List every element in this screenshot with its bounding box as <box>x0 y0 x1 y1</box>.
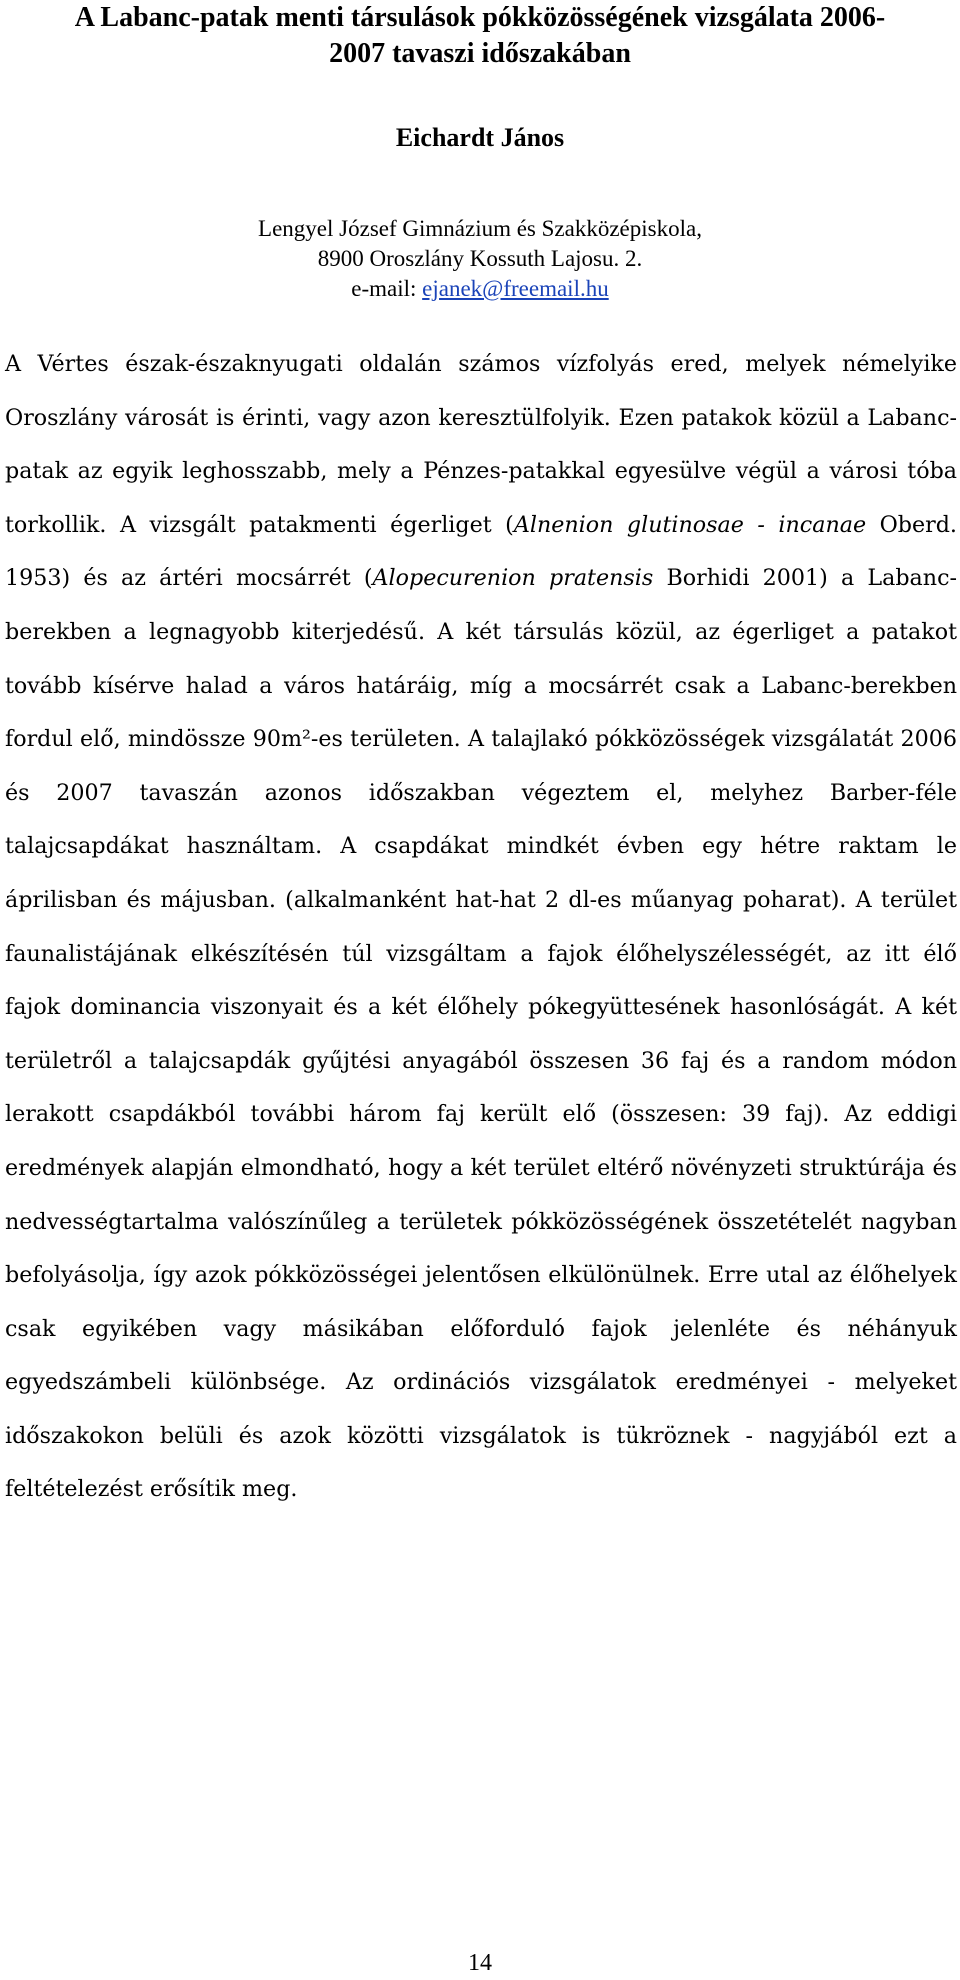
species-name-alnenion: Alnenion glutinosae - incanae <box>513 511 867 538</box>
abstract-text-part-2: Oberd. 1953) és az ártéri mocsárrét ( <box>5 511 957 592</box>
email-link[interactable]: ejanek@freemail.hu <box>422 276 609 301</box>
paper-title-line-1: A Labanc-patak menti társulások pókközösségének vizsgálata 2006- <box>74 2 886 33</box>
abstract-paragraph <box>5 338 957 1517</box>
affiliation-institution: Lengyel József Gimnázium és Szakközépiskola, <box>258 216 702 241</box>
author-name: Eichardt János <box>395 123 565 152</box>
page-number: 14 <box>468 1950 492 1976</box>
abstract-text-part-3: Borhidi 2001) a Labanc-berekben a legnagyobb kiterjedésű. A két társulás közül, az égerliget a patakot tovább kísérve halad a város határáig, míg a mocsárrét csak a Labanc-berekben fordul elő, mindössze 90m²-es területen. A talajlakó pókközösségek vizsgálatát 2006 és 2007 tavaszán azonos időszakban végeztem el, melyhez Barber-féle talajcsapdákat használtam. A csapdákat mindkét évben egy hétre raktam le áprilisban és májusban. (alkalmanként hat-hat 2 dl-es műanyag poharat). A terület faunalistájának elkészítésén túl vizsgáltam a fajok élőhelyszélességét, az itt élő fajok dominancia viszonyait és a két élőhely pókegyüttesének hasonlóságát. A két területről a talajcsapdák gyűjtési anyagából összesen 36 faj és a random módon lerakott csapdákból további három faj került elő (összesen: 39 faj). Az eddigi eredmények alapján elmondható, hogy a két terület eltérő növényzeti struktúrája és nedvességtartalma valószínűleg a területek pókközösségének összetételét nagyban befolyásolja, így azok pókközösségei jelentősen elkülönülnek. Erre utal az élőhelyek csak egyikében vagy másikában előforduló fajok jelenléte és néhányuk egyedszámbeli különbsége. Az ordinációs vizsgálatok eredményei - melyeket időszakokon belüli és azok közötti vizsgálatok is tükröznek - nagyjából ezt a feltételezést erősítik meg. <box>5 565 957 1503</box>
affiliation-email-line <box>0 274 960 304</box>
email-label: e-mail: <box>351 276 423 301</box>
author-affiliation <box>0 214 960 304</box>
paper-title <box>30 0 930 72</box>
abstract-text-part-1: A Vértes észak-északnyugati oldalán számos vízfolyás ered, melyek némelyike Oroszlány városát is érinti, vagy azon keresztülfolyik. Ezen patakok közül a Labanc-patak az egyik leghosszabb, mely a Pénzes-patakkal egyesülve végül a városi tóba torkollik. A vizsgált patakmenti égerliget ( <box>5 351 957 538</box>
affiliation-address: 8900 Oroszlány Kossuth Lajosu. 2. <box>317 246 643 271</box>
paper-title-line-2: 2007 tavaszi időszakában <box>329 38 631 69</box>
species-name-alopecurenion: Alopecurenion pratensis <box>372 565 654 592</box>
